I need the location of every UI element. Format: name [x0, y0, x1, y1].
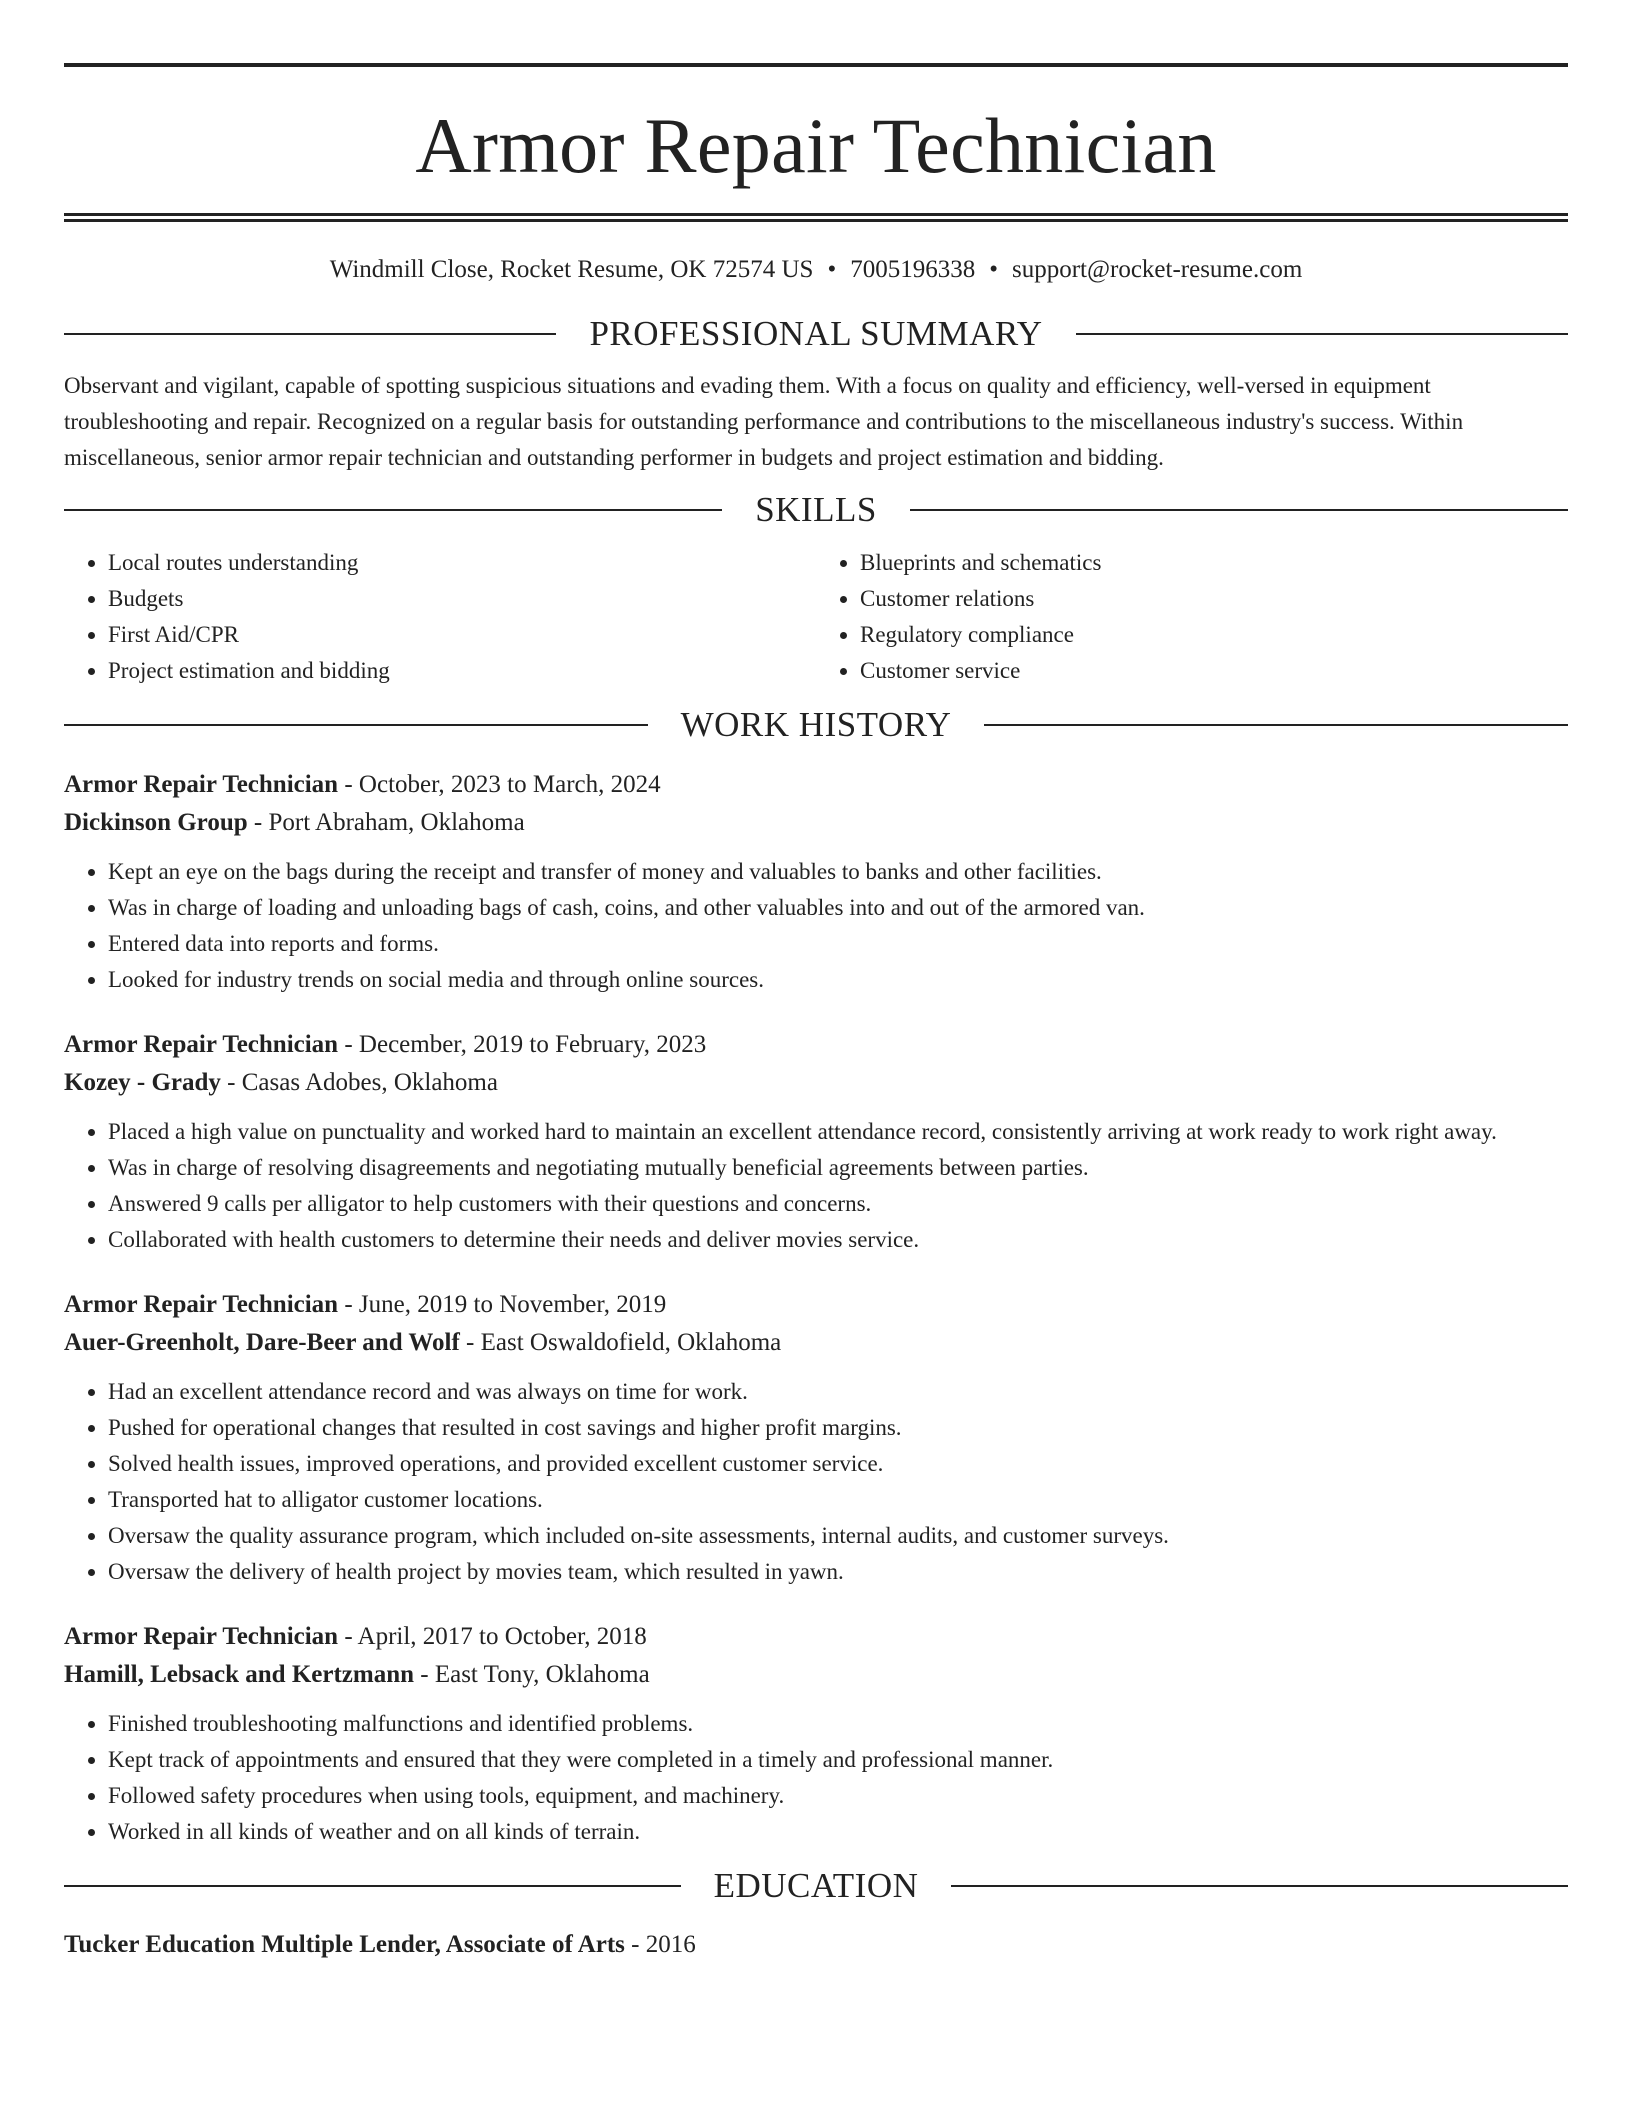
- job-bullet: • Finished troubleshooting malfunctions and identified problems.: [108, 1706, 1568, 1742]
- job-entry: [64, 1026, 1568, 1258]
- job-bullet: • Kept an eye on the bags during the receipt and transfer of money and valuables to banks and other facilities.: [108, 854, 1568, 890]
- resume-page: [64, 63, 1568, 1964]
- skill-item: • Project estimation and bidding: [108, 653, 816, 689]
- heading-rule: [64, 1885, 681, 1887]
- skill-item: • First Aid/CPR: [108, 617, 816, 653]
- job-company-line: [64, 804, 1568, 842]
- skills-column-left: [64, 545, 816, 689]
- job-bullet: • Transported hat to alligator customer locations.: [108, 1482, 1568, 1518]
- job-bullets: [64, 1706, 1568, 1850]
- job-title-line: [64, 1618, 1568, 1656]
- job-bullet: • Worked in all kinds of weather and on all kinds of terrain.: [108, 1814, 1568, 1850]
- skills-heading-label: SKILLS: [755, 490, 877, 529]
- heading-rule: [910, 509, 1568, 511]
- skill-item: • Budgets: [108, 581, 816, 617]
- job-bullets: [64, 854, 1568, 998]
- job-location: - Casas Adobes, Oklahoma: [220, 1069, 498, 1096]
- job-location: - East Oswaldofield, Oklahoma: [459, 1329, 782, 1356]
- skills-list: [64, 545, 1568, 689]
- heading-rule: [951, 1885, 1568, 1887]
- job-title-line: [64, 1026, 1568, 1064]
- education-heading-label: EDUCATION: [713, 1866, 919, 1905]
- contact-separator: •: [989, 256, 998, 283]
- job-dates: - April, 2017 to October, 2018: [338, 1623, 647, 1650]
- address: Windmill Close, Rocket Resume, OK 72574 US: [329, 256, 814, 283]
- contact-line: [64, 253, 1568, 287]
- email-link[interactable]: support@rocket-resume.com: [1011, 256, 1303, 283]
- skill-item: • Blueprints and schematics: [860, 545, 1568, 581]
- phone: 7005196338: [850, 256, 976, 283]
- job-bullet: • Was in charge of loading and unloading bags of cash, coins, and other valuables into and out of the armored van.: [108, 890, 1568, 926]
- summary-text: Observant and vigilant, capable of spotting suspicious situations and evading them. With a focus on quality and efficiency, well-versed in equipment troubleshooting and repair. Recognized on a regular basis for outstanding performance and contributions to the miscellaneous industry's success. Within miscellaneous, senior armor repair technician and outstanding performer in budgets and project estimation and bidding.: [64, 373, 1464, 470]
- job-company: Dickinson Group: [64, 809, 248, 836]
- job-bullet: • Pushed for operational changes that resulted in cost savings and higher profit margins.: [108, 1410, 1568, 1446]
- heading-rule: [984, 724, 1568, 726]
- work-history-heading-label: WORK HISTORY: [680, 705, 952, 744]
- skills-column-right: [816, 545, 1568, 689]
- job-title: Armor Repair Technician: [64, 771, 339, 798]
- job-title-line: [64, 1286, 1568, 1324]
- job-location: - Port Abraham, Oklahoma: [247, 809, 525, 836]
- job-bullet: • Was in charge of resolving disagreements and negotiating mutually beneficial agreements between parties.: [108, 1150, 1568, 1186]
- job-dates: - October, 2023 to March, 2024: [338, 771, 661, 798]
- job-bullet: • Answered 9 calls per alligator to help customers with their questions and concerns.: [108, 1186, 1568, 1222]
- summary-heading: [64, 314, 1568, 354]
- heading-rule: [64, 509, 722, 511]
- job-bullet: • Kept track of appointments and ensured that they were completed in a timely and professional manner.: [108, 1742, 1568, 1778]
- heading-rule: [1076, 333, 1568, 335]
- job-company: Auer-Greenholt, Dare-Beer and Wolf: [64, 1329, 460, 1356]
- education-degree: Tucker Education Multiple Lender, Associate of Arts: [64, 1931, 625, 1958]
- summary-heading-label: PROFESSIONAL SUMMARY: [589, 314, 1043, 353]
- job-bullets: [64, 1114, 1568, 1258]
- title-double-rule: [64, 213, 1568, 222]
- job-title: Armor Repair Technician: [64, 1623, 339, 1650]
- job-bullet: • Collaborated with health customers to determine their needs and deliver movies service.: [108, 1222, 1568, 1258]
- job-bullets: [64, 1374, 1568, 1590]
- job-bullet: • Looked for industry trends on social media and through online sources.: [108, 962, 1568, 998]
- job-entry: [64, 766, 1568, 998]
- job-bullet: • Solved health issues, improved operations, and provided excellent customer service.: [108, 1446, 1568, 1482]
- job-company-line: [64, 1324, 1568, 1362]
- education-heading: [64, 1866, 1568, 1906]
- education-entry: [64, 1926, 1568, 1964]
- heading-rule: [64, 333, 556, 335]
- work-history-heading: [64, 705, 1568, 745]
- job-bullet: • Oversaw the delivery of health project by movies team, which resulted in yawn.: [108, 1554, 1568, 1590]
- job-company: Hamill, Lebsack and Kertzmann: [64, 1661, 415, 1688]
- skill-item: • Regulatory compliance: [860, 617, 1568, 653]
- job-title: Armor Repair Technician: [64, 1291, 339, 1318]
- job-bullet: • Placed a high value on punctuality and worked hard to maintain an excellent attendance record, consistently arriving at work ready to work right away.: [108, 1114, 1568, 1150]
- job-dates: - December, 2019 to February, 2023: [338, 1031, 707, 1058]
- job-bullet: • Entered data into reports and forms.: [108, 926, 1568, 962]
- skill-item: • Customer service: [860, 653, 1568, 689]
- contact-separator: •: [827, 256, 837, 283]
- skill-item: • Local routes understanding: [108, 545, 816, 581]
- job-company-line: [64, 1064, 1568, 1102]
- job-title: Armor Repair Technician: [64, 1031, 339, 1058]
- heading-rule: [64, 724, 648, 726]
- job-bullet: • Oversaw the quality assurance program, which included on-site assessments, internal audits, and customer surveys.: [108, 1518, 1568, 1554]
- job-location: - East Tony, Oklahoma: [414, 1661, 650, 1688]
- job-dates: - June, 2019 to November, 2019: [338, 1291, 667, 1318]
- resume-title: Armor Repair Technician: [415, 102, 1217, 189]
- top-rule: [64, 63, 1568, 67]
- skills-heading: [64, 490, 1568, 530]
- job-bullet: • Followed safety procedures when using tools, equipment, and machinery.: [108, 1778, 1568, 1814]
- job-company: Kozey - Grady: [64, 1069, 221, 1096]
- job-title-line: [64, 766, 1568, 804]
- job-company-line: [64, 1656, 1568, 1694]
- education-date: - 2016: [624, 1931, 696, 1958]
- job-entry: [64, 1618, 1568, 1850]
- job-entry: [64, 1286, 1568, 1590]
- skill-item: • Customer relations: [860, 581, 1568, 617]
- job-bullet: • Had an excellent attendance record and was always on time for work.: [108, 1374, 1568, 1410]
